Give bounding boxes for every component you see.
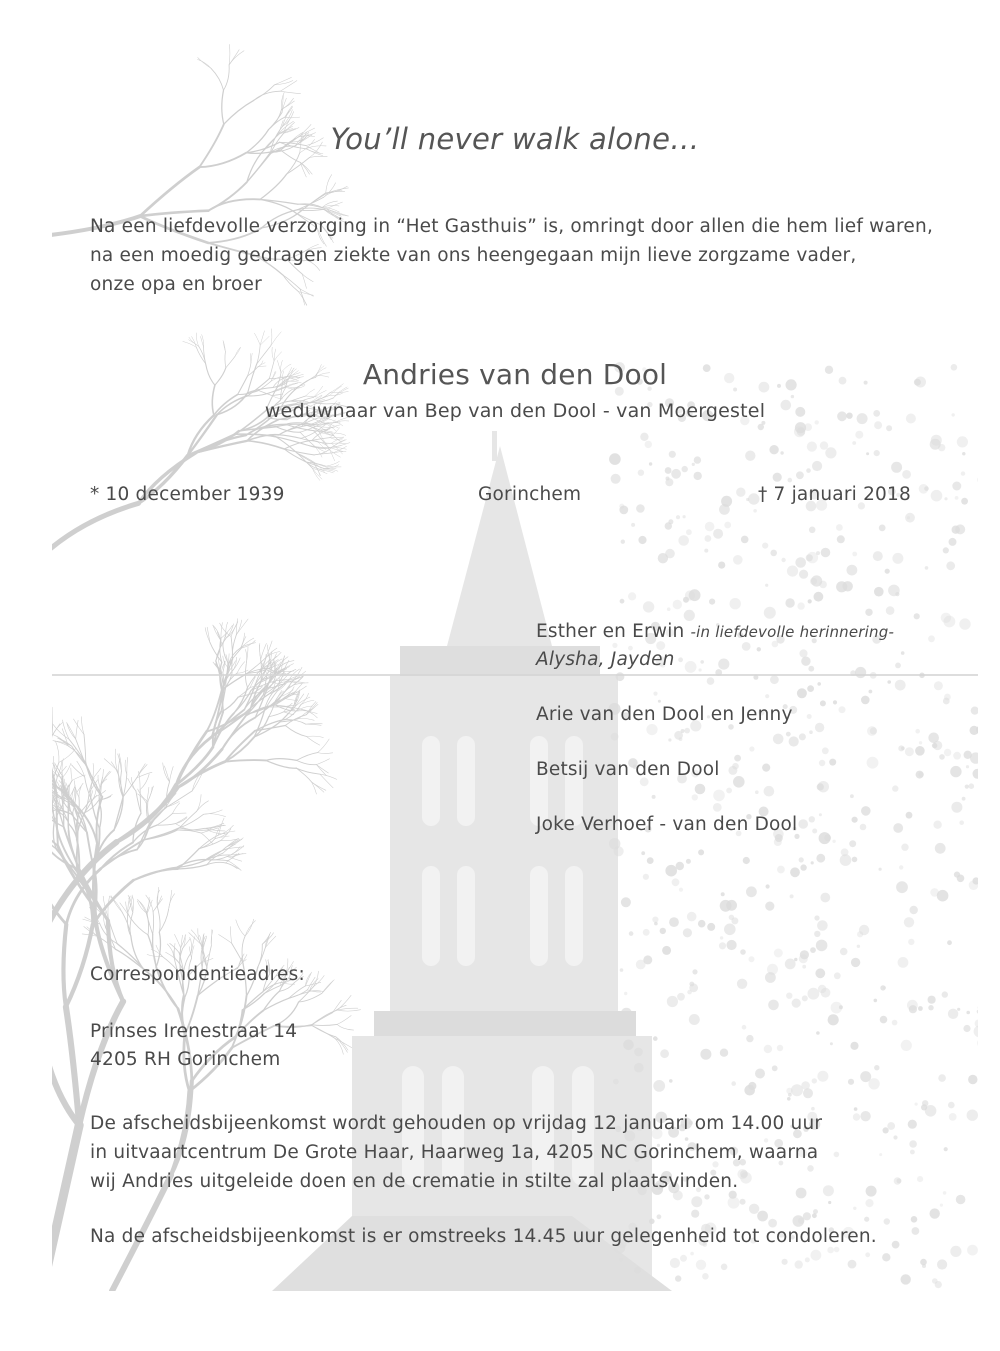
paper-fold-line xyxy=(52,674,978,676)
family-grandchildren: Alysha, Jayden xyxy=(536,649,675,670)
deceased-name: Andries van den Dool xyxy=(362,358,668,391)
family-esther xyxy=(536,621,894,642)
family-arie: Arie van den Dool en Jenny xyxy=(536,704,793,725)
birth-date: * 10 december 1939 xyxy=(90,484,285,505)
family-betsij: Betsij van den Dool xyxy=(536,759,720,780)
correspondence-label: Correspondentieadres: xyxy=(90,964,305,985)
family-esther-names: Esther en Erwin xyxy=(536,621,685,642)
ceremony-line-1: De afscheidsbijeenkomst wordt gehouden op vrijdag 12 januari om 14.00 uur xyxy=(90,1113,823,1134)
correspondence-city: 4205 RH Gorinchem xyxy=(90,1049,281,1070)
ceremony-line-3: wij Andries uitgeleide doen en de crematie in stilte zal plaatsvinden. xyxy=(90,1171,739,1192)
intro-line-1: Na een liefdevolle verzorging in “Het Gasthuis” is, omringt door allen die hem lief waren, xyxy=(90,216,934,237)
intro-line-2: na een moedig gedragen ziekte van ons heengegaan mijn lieve zorgzame vader, xyxy=(90,245,857,266)
family-esther-note: -in liefdevolle herinnering- xyxy=(690,623,895,641)
place-of-death: Gorinchem xyxy=(478,484,582,505)
widower-line: weduwnaar van Bep van den Dool - van Moergestel xyxy=(264,400,766,422)
ceremony-line-2: in uitvaartcentrum De Grote Haar, Haarweg 1a, 4205 NC Gorinchem, waarna xyxy=(90,1142,819,1163)
family-joke: Joke Verhoef - van den Dool xyxy=(536,814,798,835)
death-date: † 7 januari 2018 xyxy=(758,484,911,505)
condolence-line: Na de afscheidsbijeenkomst is er omstreeks 14.45 uur gelegenheid tot condoleren. xyxy=(90,1226,877,1247)
correspondence-street: Prinses Irenestraat 14 xyxy=(90,1021,298,1042)
motto: You’ll never walk alone… xyxy=(330,122,700,156)
card xyxy=(52,36,978,1291)
intro-line-3: onze opa en broer xyxy=(90,274,262,295)
